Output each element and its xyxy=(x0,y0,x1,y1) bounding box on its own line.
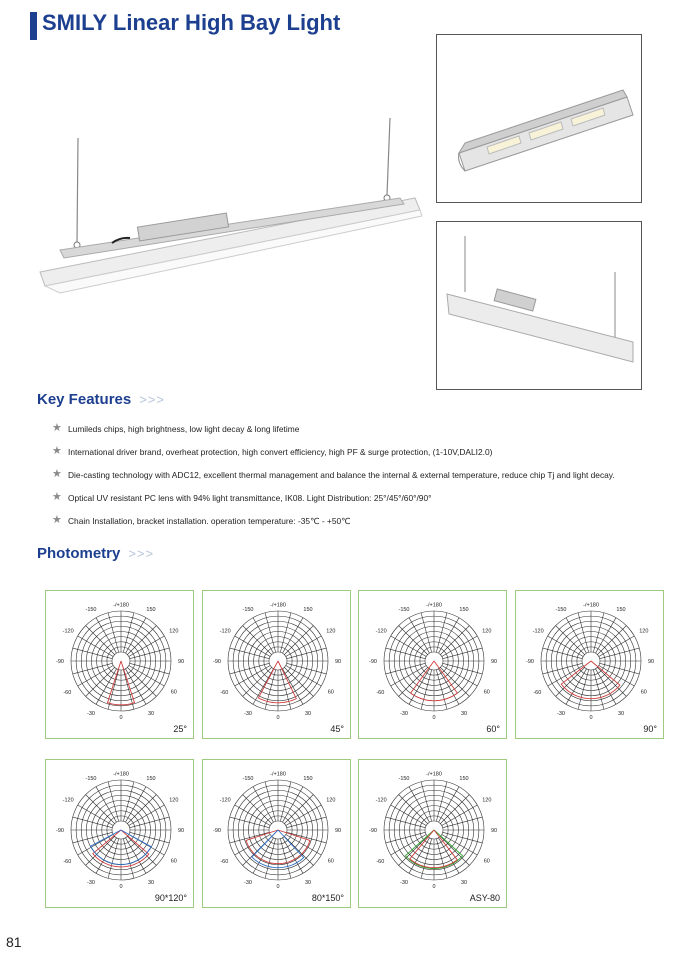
polar-spoke xyxy=(391,805,427,826)
polar-spoke xyxy=(443,663,483,674)
polar-spoke xyxy=(421,670,432,710)
polar-angle-label: -120 xyxy=(375,797,387,804)
polar-angle-label: -90 xyxy=(56,659,64,665)
polar-spoke xyxy=(280,613,291,653)
product-thumbnail-lens xyxy=(436,34,642,203)
polar-spoke xyxy=(86,795,115,824)
polar-angle-label: -30 xyxy=(400,879,408,886)
polar-angle-label: 120 xyxy=(639,628,649,635)
polar-spoke xyxy=(578,613,589,653)
polar-angle-label: 0 xyxy=(432,884,436,890)
polar-angle-label: 120 xyxy=(326,797,336,804)
polar-angle-label: -150 xyxy=(398,607,410,614)
polar-spoke xyxy=(386,663,426,674)
polar-spoke xyxy=(543,648,583,659)
polar-spoke xyxy=(130,648,170,659)
polar-spoke xyxy=(284,667,313,696)
polar-spoke xyxy=(123,839,134,879)
polar-angle-label: -120 xyxy=(62,628,74,635)
polar-spoke xyxy=(287,648,327,659)
polar-angle-label: 90 xyxy=(647,659,655,665)
polar-grid xyxy=(359,760,506,907)
polar-angle-label: -/+180 xyxy=(426,602,442,609)
chevrons-icon: >>> xyxy=(139,392,165,407)
polar-spoke xyxy=(593,670,604,710)
polar-angle-label: 120 xyxy=(326,628,336,635)
polar-angle-label: -30 xyxy=(244,879,252,886)
polar-angle-label: -/+180 xyxy=(583,602,599,609)
page-title: SMILY Linear High Bay Light xyxy=(42,10,341,35)
polar-angle-label: -30 xyxy=(557,710,565,717)
polar-spoke xyxy=(556,626,585,655)
polar-spoke xyxy=(597,626,626,655)
polar-spoke xyxy=(96,669,117,705)
photometry-heading xyxy=(37,545,154,562)
polar-angle-label: 30 xyxy=(460,879,468,886)
polar-angle-label: -30 xyxy=(244,710,252,717)
feature-item: ★ Lumileds chips, high brightness, low light decay & long lifetime xyxy=(52,422,300,434)
polar-diagram-60 xyxy=(358,590,507,739)
polar-spoke xyxy=(78,805,114,826)
polar-angle-label: 60 xyxy=(170,858,177,865)
polar-angle-label: -60 xyxy=(220,859,229,865)
polar-angle-label: -60 xyxy=(533,690,542,696)
polar-grid xyxy=(46,591,193,738)
polar-angle-label: -150 xyxy=(242,607,254,614)
polar-angle-label: 30 xyxy=(460,710,468,717)
polar-spoke xyxy=(284,626,313,655)
polar-angle-label: -150 xyxy=(85,776,97,783)
key-features-heading xyxy=(37,391,165,408)
polar-angle-label: 0 xyxy=(432,715,436,721)
polar-spoke xyxy=(386,832,426,843)
polar-spoke xyxy=(235,666,271,687)
polar-spoke xyxy=(442,636,478,657)
polar-angle-label: 30 xyxy=(147,710,155,717)
polar-spoke xyxy=(386,648,426,659)
polar-angle-label: 120 xyxy=(169,628,179,635)
polar-angle-label: 60 xyxy=(483,689,490,696)
polar-spoke xyxy=(399,795,428,824)
polar-spoke xyxy=(126,618,147,654)
polar-angle-label: -/+180 xyxy=(270,771,286,778)
polar-angle-label: 120 xyxy=(482,628,492,635)
polar-spoke xyxy=(600,663,640,674)
polar-angle-label: 150 xyxy=(616,607,626,614)
polar-spoke xyxy=(253,669,274,705)
polar-angle-label: -150 xyxy=(242,776,254,783)
polar-angle-label: 90 xyxy=(177,828,185,834)
feature-item: ★ Optical UV resistant PC lens with 94% light transmittance, IK08. Light Distribution: 25°/45°/60°/90° xyxy=(52,491,432,503)
polar-spoke xyxy=(235,636,271,657)
polar-spoke xyxy=(596,669,617,705)
polar-spoke xyxy=(73,817,113,828)
polar-spoke xyxy=(127,626,156,655)
polar-angle-label: 90 xyxy=(334,828,342,834)
beam-angle-label: 90° xyxy=(643,724,657,734)
polar-spoke xyxy=(230,832,270,843)
polar-spoke xyxy=(73,663,113,674)
polar-angle-label: -30 xyxy=(400,710,408,717)
polar-spoke xyxy=(593,613,604,653)
key-features-title: Key Features xyxy=(37,391,132,408)
hero-product-image xyxy=(20,100,430,310)
polar-angle-label: 150 xyxy=(303,776,313,783)
polar-spoke xyxy=(399,667,428,696)
polar-angle-label: 60 xyxy=(327,689,334,696)
polar-angle-label: 60 xyxy=(640,689,647,696)
polar-spoke xyxy=(123,782,134,822)
polar-spoke xyxy=(440,795,469,824)
polar-angle-label: -60 xyxy=(63,690,72,696)
feature-item: ★ Die-casting technology with ADC12, excellent thermal management and balance the internal & external temperature, reduce chip Tj and light decay. xyxy=(52,468,615,480)
polar-spoke xyxy=(230,648,270,659)
polar-spoke xyxy=(409,618,430,654)
star-bullet-icon: ★ xyxy=(52,445,62,457)
polar-spoke xyxy=(548,636,584,657)
polar-spoke xyxy=(386,817,426,828)
polar-angle-label: 150 xyxy=(146,607,156,614)
polar-angle-label: -60 xyxy=(220,690,229,696)
polar-spoke xyxy=(287,817,327,828)
polar-spoke xyxy=(130,663,170,674)
polar-angle-label: -/+180 xyxy=(113,771,129,778)
polar-angle-label: -30 xyxy=(87,710,95,717)
polar-angle-label: -120 xyxy=(375,628,387,635)
polar-spoke xyxy=(399,626,428,655)
polar-spoke xyxy=(280,782,291,822)
polar-spoke xyxy=(599,636,635,657)
polar-angle-label: 0 xyxy=(119,884,123,890)
polar-spoke xyxy=(108,782,119,822)
polar-angle-label: 60 xyxy=(170,689,177,696)
polar-spoke xyxy=(129,636,165,657)
polar-spoke xyxy=(230,817,270,828)
polar-spoke xyxy=(108,839,119,879)
product-thumbnail-hanging xyxy=(436,221,642,390)
polar-spoke xyxy=(440,667,469,696)
polar-spoke xyxy=(235,805,271,826)
polar-spoke xyxy=(129,805,165,826)
polar-diagram-90x120 xyxy=(45,759,194,908)
polar-spoke xyxy=(280,839,291,879)
polar-spoke xyxy=(440,626,469,655)
page-number: 81 xyxy=(6,934,22,950)
polar-angle-label: 30 xyxy=(304,710,312,717)
polar-spoke xyxy=(443,648,483,659)
polar-spoke xyxy=(286,636,322,657)
polar-spoke xyxy=(421,613,432,653)
polar-grid xyxy=(203,591,350,738)
polar-spoke xyxy=(443,817,483,828)
chevrons-icon: >>> xyxy=(128,546,155,561)
features-list xyxy=(52,422,692,537)
polar-spoke xyxy=(439,669,460,705)
polar-angle-label: -60 xyxy=(376,690,385,696)
polar-spoke xyxy=(243,795,272,824)
polar-angle-label: 0 xyxy=(119,715,123,721)
polar-spoke xyxy=(566,669,587,705)
polar-angle-label: -90 xyxy=(56,828,64,834)
polar-spoke xyxy=(265,839,276,879)
star-bullet-icon: ★ xyxy=(52,468,62,480)
polar-angle-label: 60 xyxy=(327,858,334,865)
polar-spoke xyxy=(287,663,327,674)
star-bullet-icon: ★ xyxy=(52,491,62,503)
polar-angle-label: 0 xyxy=(589,715,593,721)
polar-diagram-25 xyxy=(45,590,194,739)
polar-spoke xyxy=(265,613,276,653)
beam-angle-label: ASY-80 xyxy=(469,893,500,903)
beam-angle-label: 60° xyxy=(486,724,500,734)
polar-spoke xyxy=(436,670,447,710)
beam-angle-label: 80*150° xyxy=(311,893,344,903)
polar-angle-label: -90 xyxy=(213,659,221,665)
polar-spoke xyxy=(421,839,432,879)
polar-spoke xyxy=(391,666,427,687)
polar-spoke xyxy=(566,618,587,654)
polar-angle-label: -60 xyxy=(63,859,72,865)
polar-spoke xyxy=(123,613,134,653)
polar-angle-label: 150 xyxy=(303,607,313,614)
polar-grid xyxy=(516,591,663,738)
polar-spoke xyxy=(443,832,483,843)
polar-angle-label: 150 xyxy=(146,776,156,783)
polar-grid xyxy=(359,591,506,738)
polar-spoke xyxy=(442,805,478,826)
polar-spoke xyxy=(287,832,327,843)
polar-spoke xyxy=(442,666,478,687)
polar-angle-label: -30 xyxy=(87,879,95,886)
polar-grid xyxy=(203,760,350,907)
polar-spoke xyxy=(253,787,274,823)
polar-spoke xyxy=(436,782,447,822)
polar-spoke xyxy=(265,782,276,822)
feature-item: ★ International driver brand, overheat protection, high convert efficiency, high PF & surge protection, (1-10V,DALI2.0) xyxy=(52,445,493,457)
polar-spoke xyxy=(243,626,272,655)
polar-angle-label: -/+180 xyxy=(270,602,286,609)
beam-angle-label: 25° xyxy=(173,724,187,734)
polar-angle-label: 90 xyxy=(334,659,342,665)
polar-spoke xyxy=(86,626,115,655)
polar-angle-label: -/+180 xyxy=(113,602,129,609)
polar-angle-label: -60 xyxy=(376,859,385,865)
polar-angle-label: 30 xyxy=(304,879,312,886)
polar-spoke xyxy=(283,618,304,654)
polar-spoke xyxy=(600,648,640,659)
polar-spoke xyxy=(73,648,113,659)
polar-spoke xyxy=(439,787,460,823)
polar-spoke xyxy=(391,636,427,657)
polar-spoke xyxy=(96,787,117,823)
polar-angle-label: -90 xyxy=(213,828,221,834)
polar-spoke xyxy=(286,805,322,826)
polar-spoke xyxy=(78,666,114,687)
polar-angle-label: 150 xyxy=(459,776,469,783)
star-bullet-icon: ★ xyxy=(52,422,62,434)
polar-spoke xyxy=(283,669,304,705)
polar-diagram-45 xyxy=(202,590,351,739)
polar-spoke xyxy=(286,666,322,687)
polar-diagram-asy80 xyxy=(358,759,507,908)
star-bullet-icon: ★ xyxy=(52,514,62,526)
polar-angle-label: 90 xyxy=(490,659,498,665)
polar-angle-label: -150 xyxy=(398,776,410,783)
polar-spoke xyxy=(96,838,117,874)
polar-angle-label: 90 xyxy=(490,828,498,834)
feature-item: ★ Chain Installation, bracket installation. operation temperature: -35℃ - +50℃ xyxy=(52,514,351,526)
polar-angle-label: -/+180 xyxy=(426,771,442,778)
polar-angle-label: -120 xyxy=(219,797,231,804)
polar-spoke xyxy=(284,795,313,824)
polar-angle-label: -120 xyxy=(532,628,544,635)
polar-diagram-90 xyxy=(515,590,664,739)
beam-angle-label: 45° xyxy=(330,724,344,734)
polar-angle-label: -120 xyxy=(62,797,74,804)
polar-spoke xyxy=(442,835,478,856)
polar-angle-label: 120 xyxy=(482,797,492,804)
polar-diagram-80x150 xyxy=(202,759,351,908)
polar-spoke xyxy=(409,787,430,823)
polar-spoke xyxy=(578,670,589,710)
polar-spoke xyxy=(126,669,147,705)
beam-angle-label: 90*120° xyxy=(154,893,187,903)
polar-angle-label: -90 xyxy=(369,659,377,665)
polar-spoke xyxy=(596,618,617,654)
polar-angle-label: 120 xyxy=(169,797,179,804)
title-accent-bar xyxy=(30,12,37,40)
polar-spoke xyxy=(127,836,156,865)
polar-angle-label: -150 xyxy=(555,607,567,614)
polar-angle-label: -150 xyxy=(85,607,97,614)
polar-spoke xyxy=(230,663,270,674)
polar-angle-label: -120 xyxy=(219,628,231,635)
polar-angle-label: -90 xyxy=(369,828,377,834)
polar-angle-label: 30 xyxy=(147,879,155,886)
polar-angle-label: -90 xyxy=(526,659,534,665)
polar-angle-label: 30 xyxy=(617,710,625,717)
polar-spoke xyxy=(108,613,119,653)
polar-spoke xyxy=(548,666,584,687)
polar-spoke xyxy=(391,835,427,856)
polar-angle-label: 0 xyxy=(276,715,280,721)
polar-spoke xyxy=(127,667,156,696)
polar-angle-label: 0 xyxy=(276,884,280,890)
polar-spoke xyxy=(86,667,115,696)
polar-angle-label: 150 xyxy=(459,607,469,614)
polar-spoke xyxy=(126,787,147,823)
polar-angle-label: 60 xyxy=(483,858,490,865)
polar-spoke xyxy=(130,817,170,828)
polar-spoke xyxy=(96,618,117,654)
polar-spoke xyxy=(78,636,114,657)
polar-spoke xyxy=(253,618,274,654)
polar-angle-label: 90 xyxy=(177,659,185,665)
polar-spoke xyxy=(129,666,165,687)
polar-spoke xyxy=(127,795,156,824)
polar-spoke xyxy=(280,670,291,710)
polar-spoke xyxy=(283,787,304,823)
polar-spoke xyxy=(439,618,460,654)
polar-grid xyxy=(46,760,193,907)
polar-spoke xyxy=(421,782,432,822)
polar-spoke xyxy=(409,669,430,705)
polar-spoke xyxy=(436,613,447,653)
photometry-title: Photometry xyxy=(37,545,121,562)
